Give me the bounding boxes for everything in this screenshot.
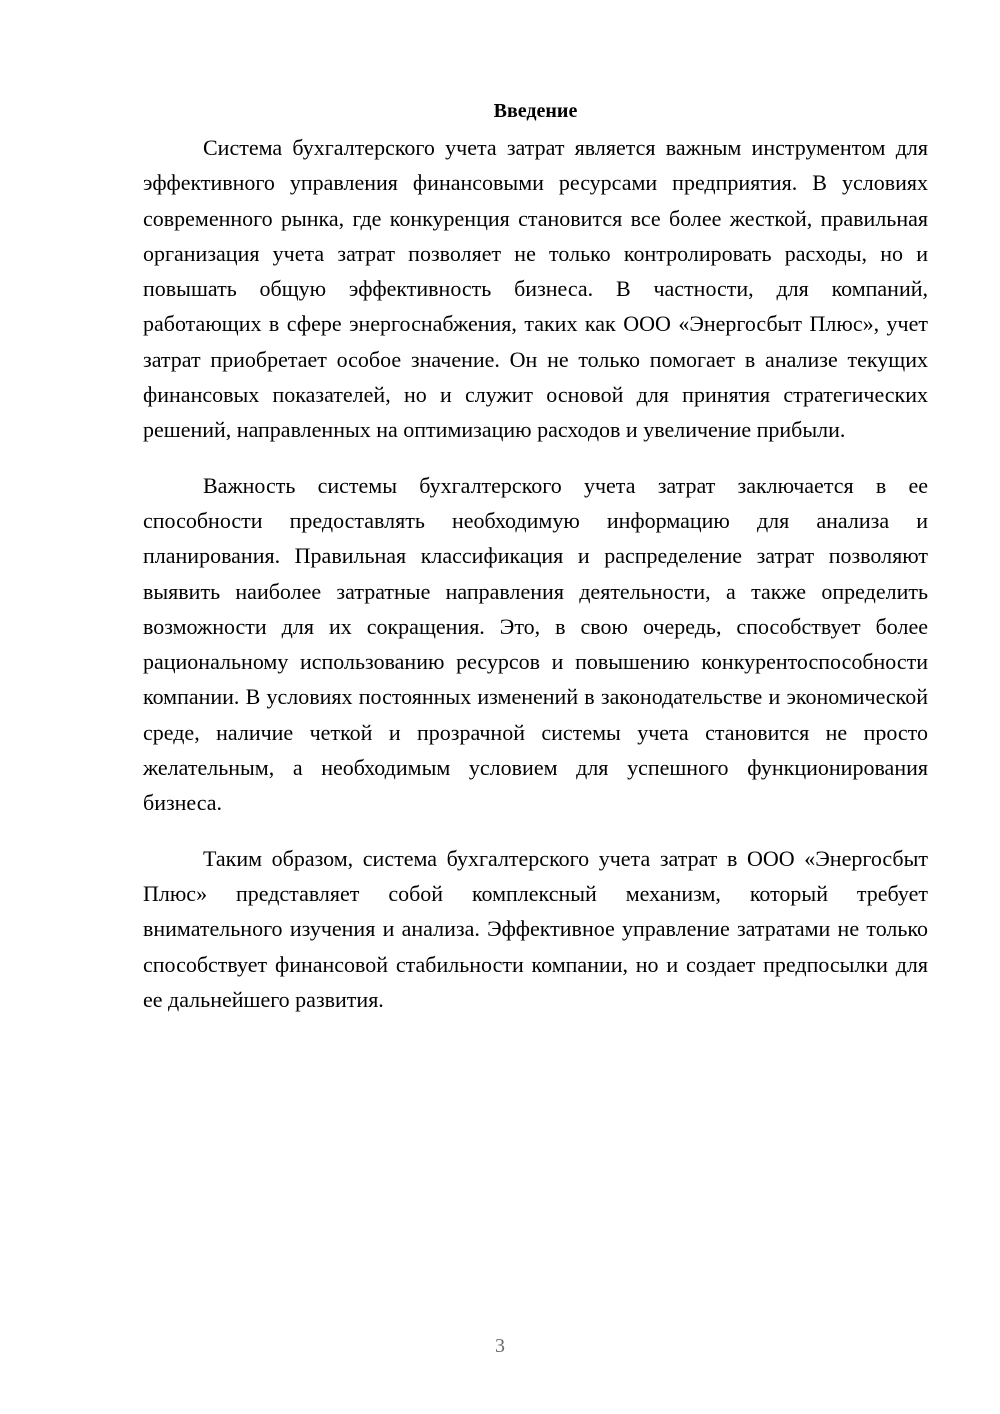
paragraph-3: Таким образом, система бухгалтерского учета затрат в ООО «Энергосбыт Плюс» представляет собой комплексный механизм, который требует внимательного изучения и анализа. Эффективное управление затратами не только способствует финансовой стабильности компании, но и создает предпосылки для ее дальнейшего развития. [143, 845, 928, 1012]
page-number: 3 [495, 1335, 505, 1357]
paragraph-1: Система бухгалтерского учета затрат является важным инструментом для эффективного управления финансовыми ресурсами предприятия. В условиях современного рынка, где конкуренция становится все более жесткой, правильная организация учета затрат позволяет не только контролировать расходы, но и повышать общую эффективность бизнеса. В частности, для компаний, работающих в сфере энергоснабжения, таких как ООО «Энергосбыт Плюс», учет затрат приобретает особое значение. Он не только помогает в анализе текущих финансовых показателей, но и служит основой для принятия стратегических решений, направленных на оптимизацию расходов и увеличение прибыли. [143, 135, 928, 443]
section-heading: Введение [493, 100, 578, 122]
page-content [143, 96, 928, 1037]
paragraph-2: Важность системы бухгалтерского учета затрат заключается в ее способности предоставлять необходимую информацию для анализа и планирования. Правильная классификация и распределение затрат позволяют выявить наиболее затратные направления деятельности, а также определить возможности для их сокращения. Это, в свою очередь, способствует более рациональному использованию ресурсов и повышению конкурентоспособности компании. В условиях постоянных изменений в законодательстве и экономической среде, наличие четкой и прозрачной системы учета становится не просто желательным, а необходимым условием для успешного функционирования бизнеса. [143, 472, 928, 816]
